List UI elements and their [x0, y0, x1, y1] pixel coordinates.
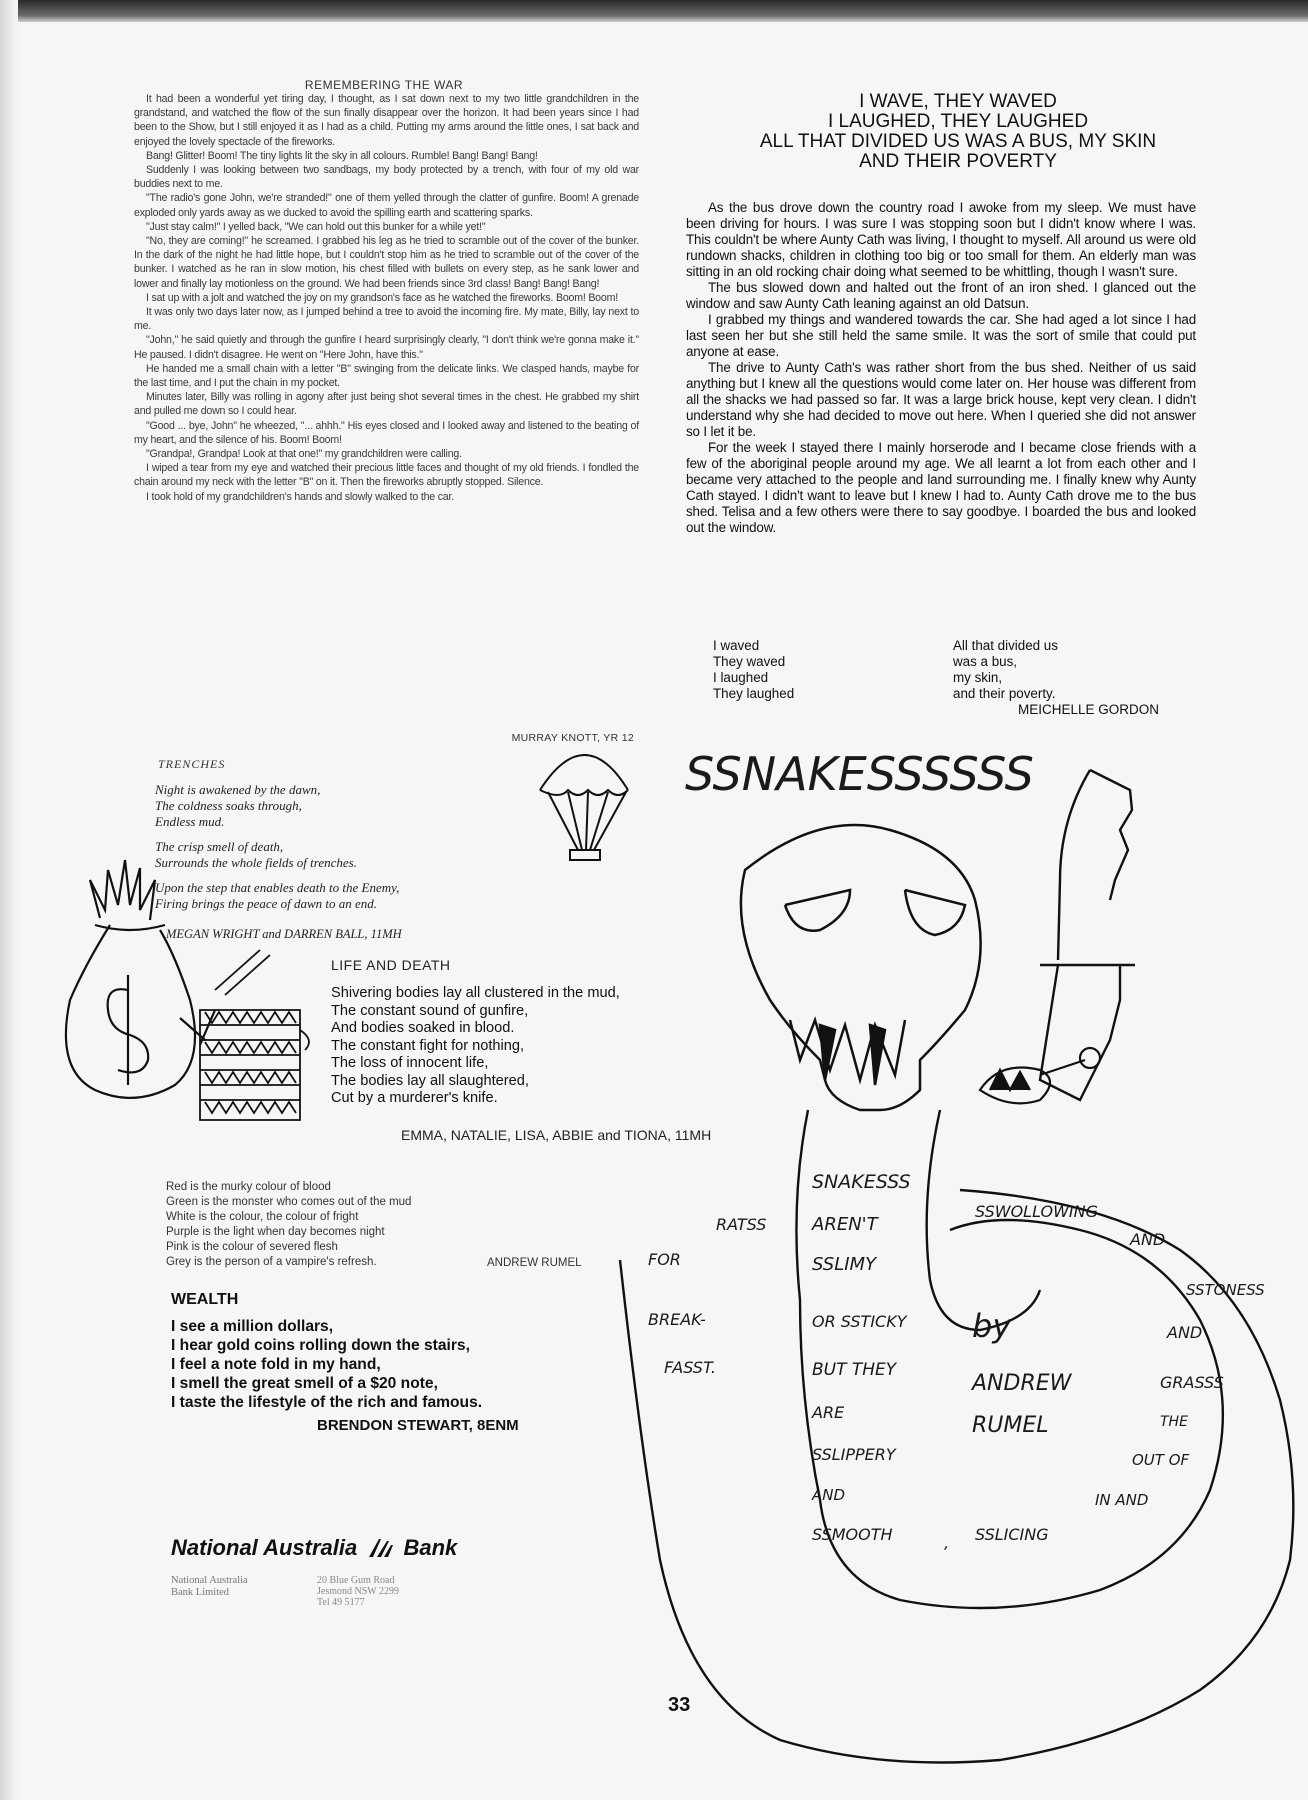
- wave-paragraph: For the week I stayed there I mainly horserode and I became close friends with a few of the aboriginal people around my age. We all learnt a lot from each other and I became very attached to the people and land surrounding me. I finally knew why Aunty Cath stayed. I didn't want to leave but I knew I had to. Aunty Cath drove me to the bus shed. Telisa and a few others were there to say goodbye. I boarded the bus and looked out the window.: [686, 440, 1196, 535]
- poem-line: The bodies lay all slaughtered,: [331, 1072, 529, 1089]
- poem-column-left: [713, 638, 913, 702]
- snake-word: SSTONESS: [1186, 1281, 1265, 1299]
- poem-line: and their poverty.: [953, 686, 1056, 701]
- snake-word: OR SSTICKY: [812, 1312, 907, 1331]
- snake-head-icon: [741, 825, 981, 1110]
- snake-word: SNAKESSS: [812, 1171, 911, 1193]
- address-line: National Australia: [171, 1575, 248, 1586]
- snake-word: SSLIMY: [812, 1254, 877, 1275]
- snake-word: FASST.: [664, 1358, 716, 1377]
- wealth-author: BRENDON STEWART, 8ENM: [317, 1417, 519, 1434]
- poem-line: The crisp smell of death,: [155, 839, 284, 854]
- poem-column-right: [953, 638, 1193, 702]
- snake-word: ,: [944, 1533, 950, 1552]
- snake-word: ANDREW: [972, 1371, 1072, 1396]
- page-number: 33: [668, 1694, 691, 1716]
- poem-line: my skin,: [953, 670, 1003, 685]
- war-story-body: [134, 92, 639, 504]
- snake-word: SSLICING: [975, 1525, 1049, 1544]
- war-paragraph: "The radio's gone John, we're stranded!" one of them yelled through the clatter of gunfire. Boom! A grenade exploded only yards away as we ducked to avoid the spilling earth and scattering sparks.: [134, 192, 639, 219]
- snake-body-icon: [620, 1110, 1293, 1763]
- life-death-author: EMMA, NATALIE, LISA, ABBIE and TIONA, 11MH: [401, 1127, 712, 1143]
- snake-word: AND: [812, 1486, 846, 1504]
- snake-word: SSMOOTH: [812, 1525, 893, 1544]
- grenade-icon: [980, 1048, 1100, 1103]
- life-death-poem: [331, 985, 731, 1108]
- snake-word: AND: [1130, 1230, 1166, 1249]
- poem-line: They waved: [713, 654, 786, 669]
- wealth-poem: [171, 1317, 591, 1412]
- poem-line: Cut by a murderer's knife.: [331, 1090, 498, 1106]
- bank-address-right: [317, 1575, 399, 1608]
- address-line: Bank Limited: [171, 1587, 230, 1598]
- trenches-title: TRENCHES: [158, 757, 226, 771]
- wave-paragraph: The drive to Aunty Cath's was rather short from the bus shed. Neither of us said anything but I knew all the questions would come later on. Her house was different from all the shacks we had passed so far. It was a large brick house, kept very clean. I didn't understand why she had decided to move out here. When I queried she did not answer so I let it be.: [686, 360, 1196, 439]
- poem-line: Pink is the colour of severed flesh: [166, 1241, 338, 1253]
- war-paragraph: It had been a wonderful yet tiring day, I thought, as I sat down next to my two little grandchildren in the grandstand, and watched the flow of the sun finally disappear over the horizon. It had been years since I had been to the Show, but I still enjoyed it as I had as a child. Putting my arms around the little ones, I sat back and enjoyed the lovely spectacle of the fireworks.: [134, 93, 639, 148]
- snakes-title: SSNAKESSSSSS: [685, 747, 1034, 801]
- bank-name-part1: National Australia: [171, 1535, 358, 1560]
- poem-stanza: [155, 839, 555, 871]
- war-story-author: MURRAY KNOTT, YR 12: [511, 732, 634, 744]
- snake-word: THE: [1160, 1414, 1188, 1430]
- snake-word: BUT THEY: [812, 1360, 897, 1380]
- poem-line: was a bus,: [953, 654, 1018, 669]
- snake-word: by: [972, 1307, 1012, 1345]
- poem-line: Green is the monster who comes out of the mud: [166, 1196, 412, 1208]
- war-paragraph: I took hold of my grandchildren's hands and slowly walked to the car.: [146, 490, 454, 503]
- poem-line: The constant fight for nothing,: [331, 1037, 525, 1054]
- title-line: AND THEIR POVERTY: [859, 151, 1057, 172]
- trenches-poem: [155, 782, 555, 921]
- poem-line: The constant sound of gunfire,: [331, 1002, 529, 1019]
- wave-paragraph: I grabbed my things and wandered towards the car. She had aged a lot since I had last seen her but she still held the same smile. It was the sort of smile that could put anyone at ease.: [686, 312, 1196, 359]
- poem-line: Endless mud.: [155, 814, 225, 829]
- knife-icon: [1040, 770, 1135, 1100]
- address-line: Jesmond NSW 2299: [317, 1586, 400, 1597]
- title-line: I LAUGHED, THEY LAUGHED: [827, 111, 1089, 132]
- snake-word: ARE: [812, 1403, 845, 1422]
- star-logo-icon: [367, 1537, 393, 1565]
- war-paragraph: "No, they are coming!" he screamed. I grabbed his leg as he tried to scramble out of the cover of the bunker. In the dark of the night he had little hope, but I couldn't stop him as he tried to scramble out of the cover of the bunker. I watched as he ran in slow motion, his chest filled with bullets on every step, as he sank lower and lower and finally lay motionless on the ground. We had been friends since 3rd class! Bang! Bang! Bang!: [134, 235, 639, 290]
- war-paragraph: Suddenly I was looking between two sandbags, my body protected by a trench, with four of my old war buddies next to me.: [134, 164, 639, 191]
- poem-line: I hear gold coins rolling down the stairs,: [171, 1337, 470, 1354]
- snake-word: AREN'T: [812, 1214, 878, 1235]
- wave-story-title: [690, 92, 1226, 172]
- address-line: Tel 49 5177: [317, 1597, 365, 1608]
- wave-paragraph: The bus slowed down and halted out the front of an iron shed. I glanced out the window and saw Aunty Cath leaning against an old Datsun.: [686, 280, 1196, 311]
- war-paragraph: He handed me a small chain with a letter "B" swinging from the delicate links. We clasped hands, maybe for the last time, and I put the chain in my pocket.: [134, 362, 639, 390]
- snake-word: IN AND: [1095, 1491, 1149, 1509]
- snake-word: GRASSS: [1160, 1373, 1224, 1392]
- poem-line: And bodies soaked in blood.: [331, 1020, 515, 1036]
- poem-line: Red is the murky colour of blood: [166, 1181, 331, 1193]
- war-paragraph: It was only two days later now, as I jumped behind a tree to avoid the incoming fire. My mate, Billy, lay next to me.: [134, 306, 639, 333]
- snake-word: RUMEL: [972, 1413, 1049, 1438]
- war-paragraph: Bang! Glitter! Boom! The tiny lights lit the sky in all colours. Rumble! Bang! Bang! Bang!: [146, 149, 538, 162]
- scan-left-edge: [0, 0, 18, 1800]
- snake-word: BREAK-: [648, 1310, 706, 1329]
- snake-poem: [648, 1171, 1265, 1552]
- war-paragraph: I sat up with a jolt and watched the joy on my grandson's face as he watched the fireworks. Boom! Boom!: [146, 291, 618, 304]
- snake-word: AND: [1167, 1323, 1203, 1342]
- poem-line: I feel a note fold in my hand,: [171, 1356, 381, 1373]
- wave-story-author: MEICHELLE GORDON: [1018, 702, 1160, 717]
- poem-line: The loss of innocent life,: [331, 1055, 489, 1071]
- war-paragraph: "John," he said quietly and through the gunfire I heard surprisingly clearly, "I don't think we're gonna make it." He paused. I didn't disagree. He went on "Here John, have this.": [134, 334, 639, 361]
- bank-logo: [171, 1535, 457, 1565]
- poem-line: I laughed: [713, 670, 769, 685]
- poem-line: I waved: [713, 638, 760, 653]
- war-paragraph: "Good ... bye, John" he wheezed, "... ahhh." His eyes closed and I looked away and listened to the beating of my heart, and the silence of his. Boom! Boom!: [134, 419, 639, 446]
- life-death-title: LIFE AND DEATH: [331, 957, 451, 973]
- colours-author: ANDREW RUMEL: [487, 1257, 582, 1269]
- war-paragraph: "Grandpa!, Grandpa! Look at that one!" my grandchildren were calling.: [146, 448, 462, 461]
- war-story-title: REMEMBERING THE WAR: [304, 78, 464, 92]
- poem-line: Night is awakened by the dawn,: [155, 782, 321, 797]
- poem-stanza: [155, 880, 555, 912]
- poem-line: They laughed: [713, 686, 795, 701]
- poem-line: All that divided us: [953, 638, 1058, 653]
- war-paragraph: "Just stay calm!" I yelled back, "We can hold out this bunker for a while yet!": [146, 220, 486, 233]
- snake-word: SSLIPPERY: [812, 1445, 896, 1464]
- war-paragraph: I wiped a tear from my eye and watched their precious little faces and thought of my old friends. I fondled the chain around my neck with the letter "B" on it. Then the fireworks abruptly stopped. Silence.: [134, 462, 639, 489]
- poem-line: Upon the step that enables death to the Enemy,: [155, 880, 400, 895]
- snake-word: SSWOLLOWING: [975, 1202, 1098, 1221]
- snake-word: OUT OF: [1132, 1451, 1190, 1469]
- poem-line: Grey is the person of a vampire's refresh.: [166, 1256, 377, 1268]
- poem-line: Firing brings the peace of dawn to an end.: [155, 896, 378, 911]
- title-line: I WAVE, THEY WAVED: [859, 91, 1057, 112]
- poem-line: Shivering bodies lay all clustered in the mud,: [331, 985, 620, 1001]
- war-paragraph: Minutes later, Billy was rolling in agony after just being shot several times in the chest. He grabbed my shirt and pulled me down so I could hear.: [134, 391, 639, 418]
- address-line: 20 Blue Gum Road: [317, 1575, 395, 1586]
- poem-stanza: [155, 782, 555, 830]
- coin-stack-icon: [200, 950, 309, 1120]
- wave-paragraph: As the bus drove down the country road I awoke from my sleep. We must have been driving for hours. I was sure I was stopping soon but I didn't know where I was. This couldn't be where Aunty Cath was living, I thought to myself. All around us were old rundown shacks, children in clothing too big or too small for them. An elderly man was sitting in an old rocking chair doing what seemed to be whittling, though I wasn't sure.: [686, 200, 1196, 279]
- bank-address-left: [171, 1575, 248, 1599]
- poem-line: I see a million dollars,: [171, 1318, 334, 1335]
- poem-line: I taste the lifestyle of the rich and famous.: [171, 1394, 483, 1411]
- wave-story-body: [686, 200, 1196, 536]
- poem-line: The coldness soaks through,: [155, 798, 302, 813]
- snake-word: RATSS: [716, 1215, 767, 1234]
- poem-line: Surrounds the whole fields of trenches.: [155, 855, 357, 870]
- wealth-title: WEALTH: [171, 1291, 239, 1308]
- bank-name-part2: Bank: [403, 1535, 458, 1560]
- poem-line: I smell the great smell of a $20 note,: [171, 1375, 438, 1392]
- poem-line: Purple is the light when day becomes night: [166, 1226, 385, 1238]
- scan-top-edge: [0, 0, 1308, 22]
- title-line: ALL THAT DIVIDED US WAS A BUS, MY SKIN: [759, 131, 1157, 152]
- trenches-author: MEGAN WRIGHT and DARREN BALL, 11MH: [166, 927, 402, 941]
- poem-line: White is the colour, the colour of fright: [166, 1211, 359, 1223]
- snake-word: FOR: [648, 1250, 681, 1269]
